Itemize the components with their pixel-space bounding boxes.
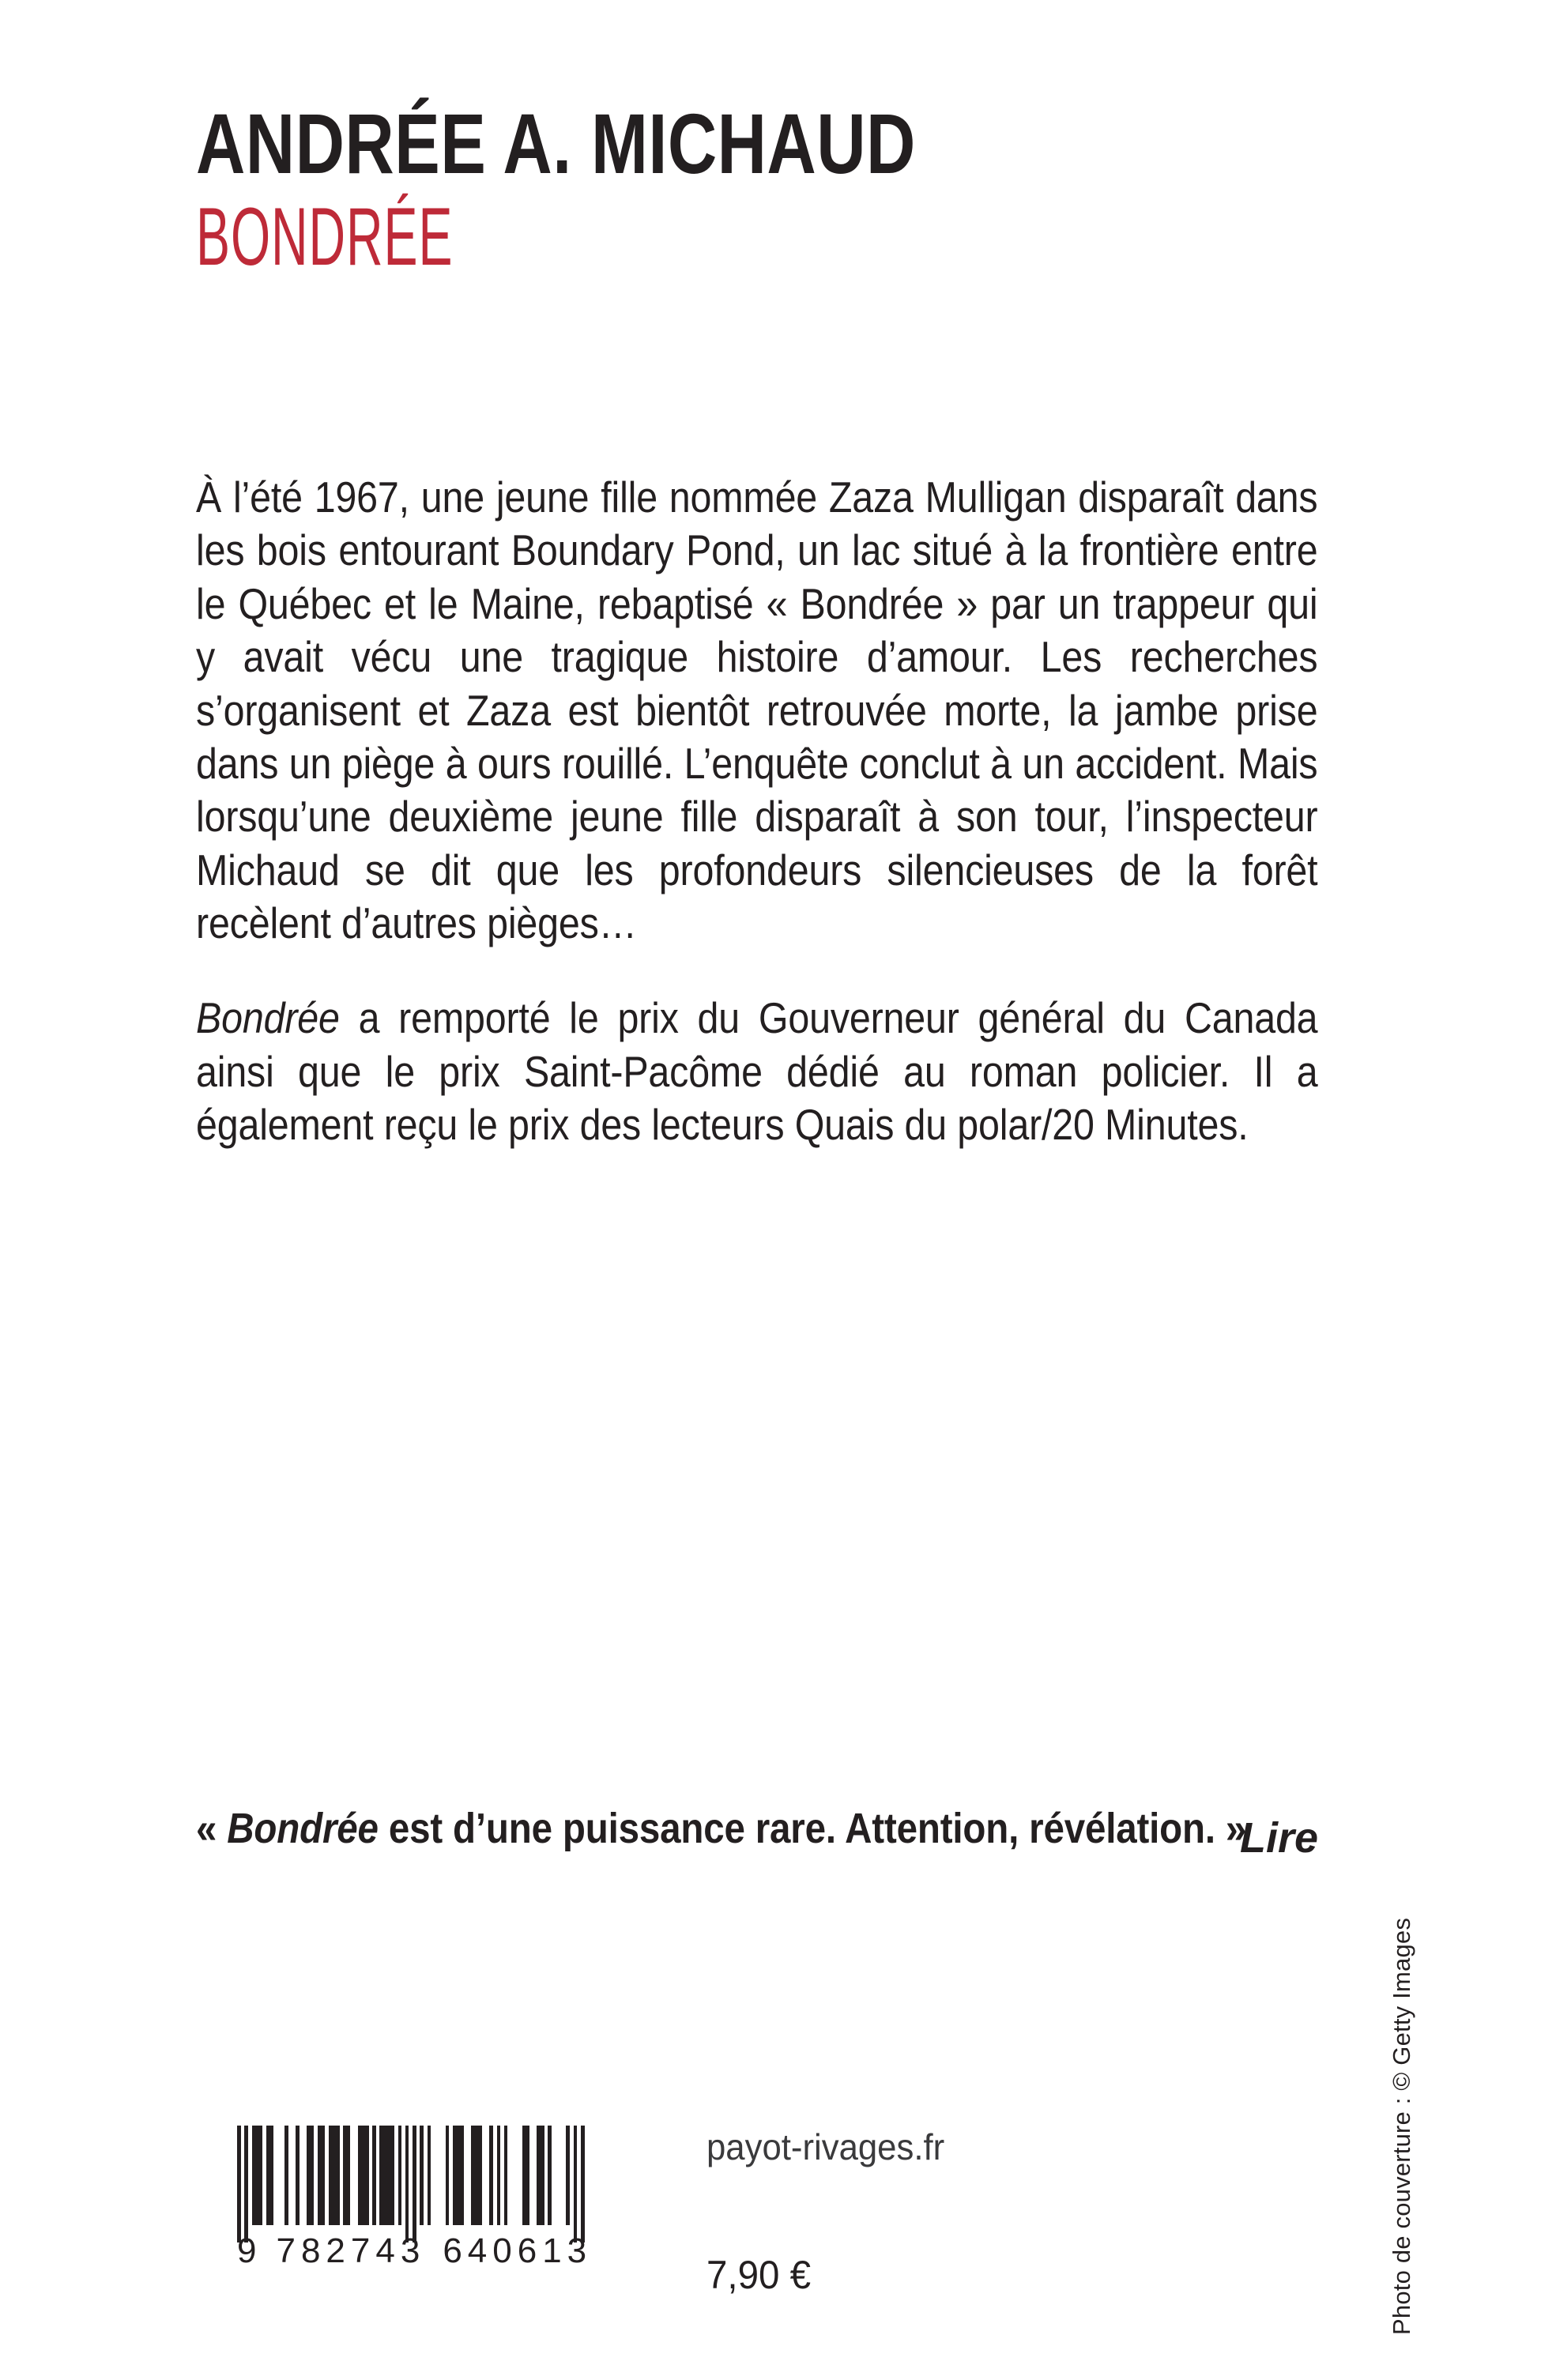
blurb-section xyxy=(196,471,1318,1152)
pullquote-open-guillemet: « xyxy=(196,1805,228,1852)
pullquote-body: est d’une puissance rare. Attention, révélation. » xyxy=(378,1805,1247,1852)
cover-header xyxy=(196,96,1318,283)
author-name: ANDRÉE A. MICHAUD xyxy=(196,96,916,191)
barcode xyxy=(237,2126,593,2270)
pullquote-title-italic: Bondrée xyxy=(227,1805,379,1852)
blurb-paragraph-awards xyxy=(196,992,1317,1151)
photo-credit xyxy=(1388,1813,1464,2335)
barcode-lead-digit: 9 xyxy=(237,2231,258,2270)
photo-credit-text: Photo de couverture : © Getty Images xyxy=(1388,1917,1415,2335)
pullquote-text xyxy=(196,1803,1317,1855)
pullquote-section xyxy=(196,1803,1318,1862)
barcode-digits xyxy=(237,2231,593,2271)
book-title: BONDRÉE xyxy=(196,190,454,283)
barcode-group-1: 782743 xyxy=(276,2231,426,2270)
price-label: 7,90 € xyxy=(706,2253,812,2297)
pullquote-source: Lire xyxy=(1239,1814,1318,1862)
publisher-info xyxy=(706,2126,957,2298)
blurb-paragraph-synopsis: À l’été 1967, une jeune fille nommée Zaza Mulligan disparaît dans les bois entourant Boundary Pond, un lac situé à la frontière entre le Québec et le Maine, rebaptisé « Bondrée » par un trappeur qui y avait vécu une tragique histoire d’amour. Les recherches s’organisent et Zaza est bientôt retrouvée morte, la jambe prise dans un piège à ours rouillé. L’enquête conclut à un accident. Mais lorsqu’une deuxième jeune fille disparaît à son tour, l’inspecteur Michaud se dit que les profondeurs silencieuses de la forêt recèlent d’autres pièges… xyxy=(196,473,1318,947)
awards-title-italic: Bondrée xyxy=(196,993,340,1043)
awards-text: a remporté le prix du Gouverneur général du Canada ainsi que le prix Saint-Pacôme dédié au roman policier. Il a également reçu le prix des lecteurs Quais du polar/20 Minutes. xyxy=(196,993,1318,1150)
publisher-url[interactable]: payot-rivages.fr xyxy=(706,2126,945,2167)
barcode-group-2: 640613 xyxy=(443,2231,593,2270)
barcode-bars xyxy=(237,2126,585,2243)
cover-footer xyxy=(196,2126,1318,2323)
